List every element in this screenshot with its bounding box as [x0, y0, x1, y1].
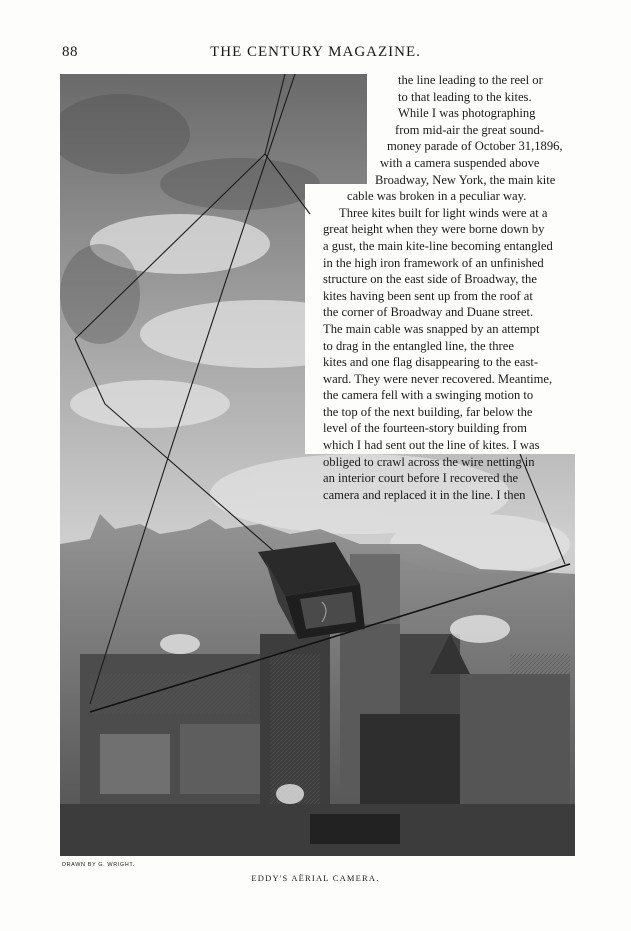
text-line: obliged to crawl across the wire netting in — [323, 454, 535, 469]
text-line: which I had sent out the line of kites. I was — [323, 438, 540, 453]
text-line: structure on the east side of Broadway, the — [323, 272, 537, 287]
article-text — [305, 72, 580, 503]
text-line: with a camera suspended above — [380, 155, 540, 170]
text-line: Broadway, New York, the main kite — [375, 172, 556, 187]
text-line: cable was broken in a peculiar way. — [347, 189, 527, 204]
illustration-caption: EDDY'S AËRIAL CAMERA. — [251, 873, 380, 883]
text-line: Three kites built for light winds were at a — [339, 205, 548, 220]
text-line: ward. They were never recovered. Meantime, — [323, 371, 553, 386]
illustration-credit: DRAWN BY G. WRIGHT. — [62, 862, 135, 868]
text-line: kites having been sent up from the roof at — [323, 288, 533, 303]
text-line: to drag in the entangled line, the three — [323, 338, 514, 353]
text-line: a gust, the main kite-line becoming entangled — [323, 238, 553, 253]
text-line: the camera fell with a swinging motion to — [323, 388, 534, 403]
text-line: in the high iron framework of an unfinished — [323, 255, 544, 270]
text-line: While I was photographing — [398, 106, 536, 121]
text-line: kites and one flag disappearing to the east- — [323, 355, 539, 370]
text-line: the top of the next building, far below the — [323, 404, 533, 419]
text-line: camera and replaced it in the line. I then — [323, 487, 526, 502]
text-line: to that leading to the kites. — [398, 89, 532, 104]
text-line: an interior court before I recovered the — [323, 471, 519, 486]
page-number: 88 — [62, 44, 78, 60]
text-line: the line leading to the reel or — [398, 73, 543, 87]
running-head: THE CENTURY MAGAZINE. — [210, 44, 421, 60]
text-line: money parade of October 31,1896, — [387, 139, 563, 154]
text-line: from mid-air the great sound- — [395, 122, 544, 137]
text-line: The main cable was snapped by an attempt — [323, 321, 540, 336]
text-line: great height when they were borne down by — [323, 222, 545, 237]
text-line: the corner of Broadway and Duane street. — [323, 305, 534, 320]
text-line: level of the fourteen-story building from — [323, 421, 527, 436]
